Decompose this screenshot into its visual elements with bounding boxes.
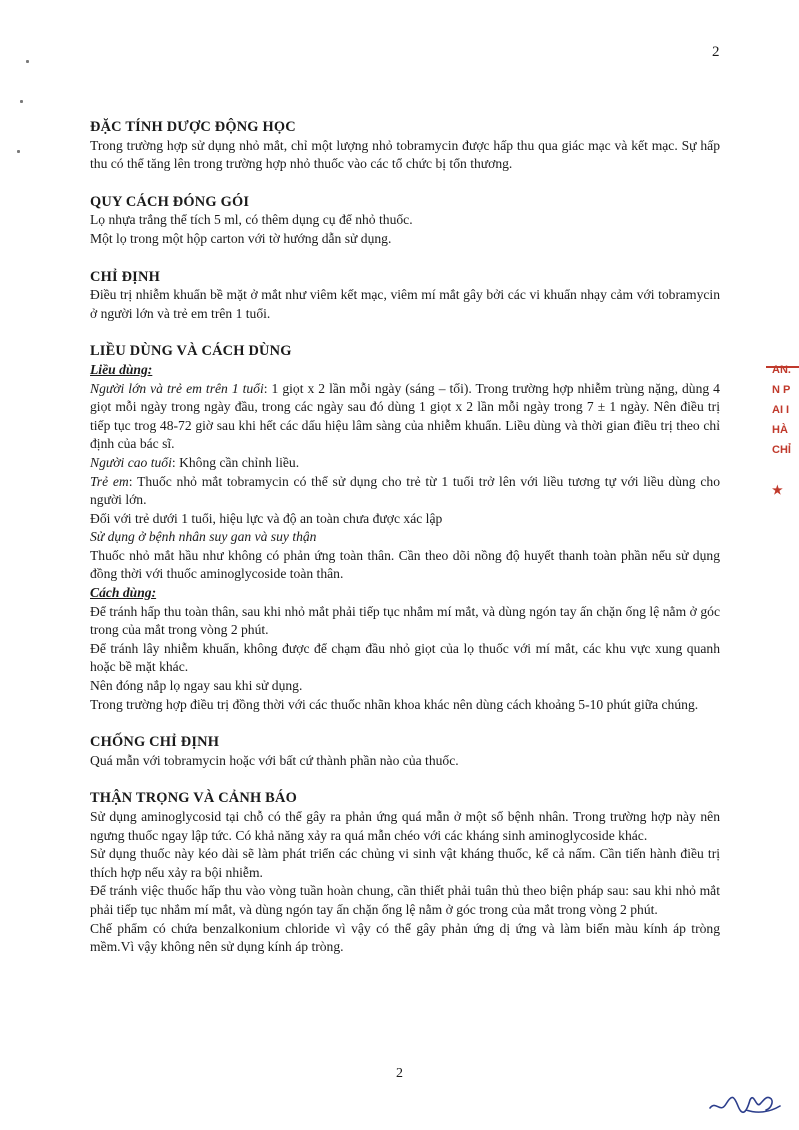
paragraph-text: Sử dụng thuốc này kéo dài sẽ làm phát triển các chủng vi sinh vật kháng thuốc, kể cả nấm. Cần tiến hành điều trị thích hợp nếu xảy ra bội nhiễm. — [90, 846, 720, 880]
red-stamp — [772, 360, 799, 500]
scan-artifact — [20, 100, 23, 103]
paragraph — [90, 882, 720, 919]
stamp-text: CHỈ — [772, 444, 791, 456]
handwritten-signature — [706, 1086, 782, 1120]
stamp-text: N P — [772, 384, 791, 396]
paragraph-text: : Thuốc nhỏ mắt tobramycin có thể sử dụng cho trẻ từ 1 tuổi trở lên với liều tương tự với liều dùng cho người lớn. — [90, 473, 720, 508]
paragraph-text: Trong trường hợp sử dụng nhỏ mắt, chỉ một lượng nhỏ tobramycin được hấp thu qua giác mạc và kết mạc. Sự hấp thu có thể tăng lên trong trường hợp nhỏ thuốc vào các tổ chức bị tổn thương. — [90, 137, 720, 172]
paragraph-text: Chế phẩm có chứa benzalkonium chloride vì vậy có thể gây phản ứng dị ứng và làm biến màu kính áp tròng mềm.Vì vậy không nên sử dụng kính áp tròng. — [90, 920, 720, 955]
document-body — [90, 118, 720, 976]
paragraph-text: Thuốc nhỏ mắt hầu như không có phản ứng toàn thân. Cần theo dõi nồng độ huyết thanh toàn phần nếu sử dụng đồng thời với thuốc aminoglycoside toàn thân. — [90, 547, 720, 582]
paragraph-lead: Sử dụng ở bệnh nhân suy gan và suy thận — [90, 529, 317, 545]
stamp-text: AN. — [772, 364, 791, 376]
paragraph-text: Đối với trẻ dưới 1 tuổi, hiệu lực và độ an toàn chưa được xác lập — [90, 510, 443, 526]
paragraph-lead: Trẻ em — [90, 473, 129, 489]
section-heading: QUY CÁCH ĐÓNG GÓI — [90, 193, 250, 210]
section — [90, 342, 720, 714]
paragraph — [90, 640, 720, 677]
stamp-text: HÀ — [772, 424, 788, 436]
paragraph — [90, 510, 720, 529]
paragraph-text: Một lọ trong một hộp carton với tờ hướng dẫn sử dụng. — [90, 230, 392, 246]
section — [90, 193, 720, 249]
section-heading: CHỐNG CHỈ ĐỊNH — [90, 734, 220, 751]
paragraph — [90, 752, 720, 771]
paragraph — [90, 286, 720, 323]
paragraph — [90, 845, 720, 882]
paragraph-text: : 1 giọt x 2 lần mỗi ngày (sáng – tối). Trong trường hợp nhiễm trùng nặng, dùng 4 giọt mỗi ngày trong ngày đầu, trong các ngày sau đó dùng 1 giọt x 2 lần mỗi ngày trong 7 ± 1 ngày. Nên điều trị tiếp tục trog 48-72 giờ sau khi hết các dấu hiệu lâm sàng của nhiễm khuẩn. Liều dùng và thời gian điều trị theo chỉ định của bác sĩ. — [90, 380, 720, 452]
paragraph-lead: Người lớn và trẻ em trên 1 tuổi — [90, 380, 264, 396]
page-number-bottom: 2 — [396, 1066, 403, 1081]
star-icon: ★ — [772, 483, 783, 497]
paragraph-text: Để tránh lây nhiễm khuẩn, không được để chạm đầu nhỏ giọt của lọ thuốc với mí mắt, các khu vực xung quanh hoặc bề mặt khác. — [90, 640, 720, 675]
section-heading: ĐẶC TÍNH DƯỢC ĐỘNG HỌC — [90, 119, 296, 135]
paragraph-text: Quá mẫn với tobramycin hoặc với bất cứ thành phần nào của thuốc. — [90, 752, 459, 768]
subheading: Cách dùng: — [90, 585, 157, 601]
paragraph-text: Lọ nhựa trắng thể tích 5 ml, có thêm dụng cụ để nhỏ thuốc. — [90, 212, 413, 228]
paragraph — [90, 528, 720, 547]
section — [90, 789, 720, 956]
section — [90, 268, 720, 324]
paragraph — [90, 547, 720, 584]
paragraph-text: Điều trị nhiễm khuẩn bề mặt ở mắt như viêm kết mạc, viêm mí mắt gây bởi các vi khuẩn nhạy cảm với tobramycin ở người lớn và trẻ em trên 1 tuổi. — [90, 287, 720, 321]
paragraph — [90, 603, 720, 640]
paragraph-text: Sử dụng aminoglycosid tại chỗ có thể gây ra phản ứng quá mẫn ở một số bệnh nhân. Trong trường hợp này nên ngưng thuốc ngay lập tức. Có khả năng xảy ra quá mẫn chéo với các kháng sinh aminoglycoside khác. — [90, 809, 720, 843]
paragraph — [90, 473, 720, 510]
section — [90, 733, 720, 770]
section-heading: THẬN TRỌNG VÀ CẢNH BÁO — [90, 790, 297, 807]
paragraph-text: Để tránh hấp thu toàn thân, sau khi nhỏ mắt phải tiếp tục nhắm mí mắt, và dùng ngón tay ấn chặn ống lệ nằm ở góc trong của mắt trong vòng 2 phút. — [90, 603, 720, 638]
paragraph-text: : Không cần chỉnh liều. — [171, 454, 300, 470]
paragraph — [90, 230, 720, 249]
paragraph — [90, 696, 720, 715]
subheading: Liều dùng: — [90, 361, 153, 377]
section-heading: LIỀU DÙNG VÀ CÁCH DÙNG — [90, 343, 292, 360]
paragraph-lead: Người cao tuổi — [90, 454, 172, 470]
paragraph — [90, 677, 720, 696]
section — [90, 118, 720, 174]
paragraph — [90, 380, 720, 454]
stamp-text: AI I — [772, 404, 790, 416]
scan-artifact — [17, 150, 20, 153]
paragraph — [90, 137, 720, 174]
paragraph-text: Để tránh việc thuốc hấp thu vào vòng tuần hoàn chung, cần thiết phải tuân thủ theo biện pháp sau: sau khi nhỏ mắt phải tiếp tục nhắm mí mắt, và dùng ngón tay ấn chặn ống lệ nằm ở góc trong của mắt trong vòng 2 phút. — [90, 883, 720, 917]
paragraph — [90, 920, 720, 957]
paragraph-text: Trong trường hợp điều trị đồng thời với các thuốc nhãn khoa khác nên dùng cách khoảng 5-10 phút giữa chúng. — [90, 696, 699, 712]
page-number-top: 2 — [712, 44, 720, 60]
scan-artifact — [26, 60, 29, 63]
paragraph-text: Nên đóng nắp lọ ngay sau khi sử dụng. — [90, 678, 303, 694]
section-heading: CHỈ ĐỊNH — [90, 268, 160, 285]
paragraph — [90, 808, 720, 845]
paragraph — [90, 454, 720, 473]
paragraph — [90, 211, 720, 230]
